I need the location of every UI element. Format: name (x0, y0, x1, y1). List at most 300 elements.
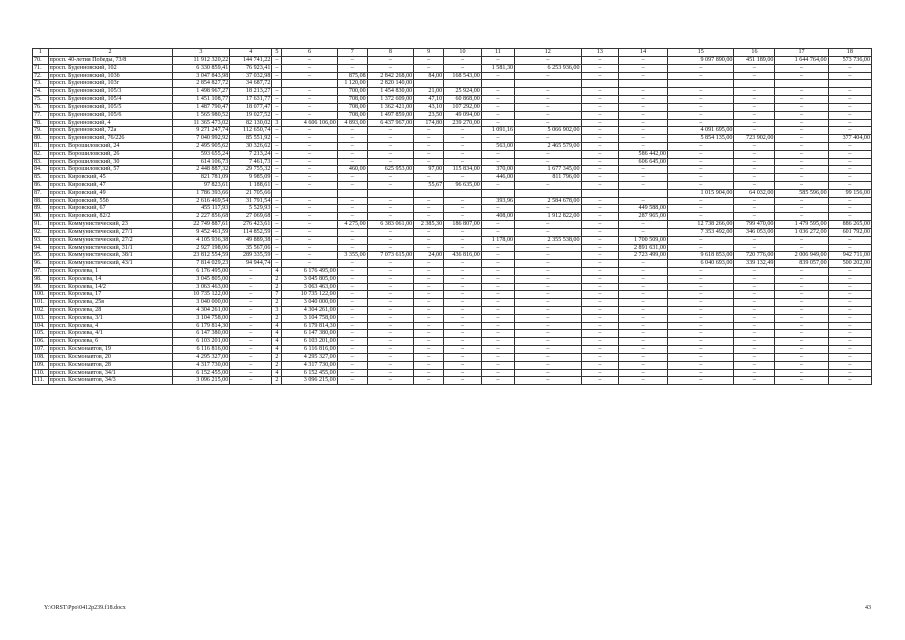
value-cell: – (444, 205, 482, 213)
row-index-cell: 80. (33, 135, 49, 143)
value-cell: 3 063 463,00 (172, 283, 230, 291)
value-cell: – (734, 291, 775, 299)
value-cell: 708,00 (337, 111, 367, 119)
value-cell: – (282, 174, 337, 182)
value-cell: 6 179 814,30 (172, 322, 230, 330)
value-cell: 7 213,24 (230, 150, 272, 158)
value-cell: 35 567,06 (230, 244, 272, 252)
value-cell: – (337, 135, 367, 143)
value-cell: – (444, 314, 482, 322)
value-cell: 1 372 609,00 (367, 96, 414, 104)
value-cell: 1 700 509,00 (619, 236, 668, 244)
value-cell: 2 820 140,00 (367, 80, 414, 88)
value-cell: 2 227 856,68 (172, 213, 230, 221)
value-cell: 24,00 (414, 252, 444, 260)
column-number: 12 (515, 49, 581, 57)
value-cell: – (272, 252, 282, 260)
value-cell: 1 015 904,00 (667, 189, 733, 197)
value-cell: – (619, 228, 668, 236)
row-index-cell: 83. (33, 158, 49, 166)
value-cell: – (515, 57, 581, 65)
value-cell: – (230, 307, 272, 315)
value-cell: – (414, 267, 444, 275)
value-cell: 3 096 215,00 (282, 377, 337, 385)
value-cell: – (775, 314, 828, 322)
value-cell: – (581, 330, 619, 338)
value-cell: – (619, 338, 668, 346)
value-cell: 451 189,00 (734, 57, 775, 65)
value-cell: – (581, 338, 619, 346)
value-cell: – (515, 135, 581, 143)
value-cell: 144 741,22 (230, 57, 272, 65)
value-cell: 4 (272, 322, 282, 330)
value-cell (775, 80, 828, 88)
value-cell (282, 80, 337, 88)
table-row (33, 346, 872, 354)
value-cell: 720 776,00 (734, 252, 775, 260)
value-cell: – (775, 346, 828, 354)
value-cell: 377 404,00 (828, 135, 871, 143)
value-cell: – (282, 103, 337, 111)
value-cell: – (481, 361, 514, 369)
value-cell: – (775, 96, 828, 104)
table-row (33, 150, 872, 158)
column-number: 14 (619, 49, 668, 57)
value-cell: 6 147 380,00 (282, 330, 337, 338)
value-cell: – (734, 330, 775, 338)
value-cell: 370,00 (481, 166, 514, 174)
value-cell: 3 045 805,00 (282, 275, 337, 283)
value-cell: – (337, 197, 367, 205)
value-cell: 4 304 261,00 (172, 307, 230, 315)
value-cell: – (667, 197, 733, 205)
value-cell: – (414, 275, 444, 283)
value-cell: – (337, 307, 367, 315)
value-cell: – (619, 119, 668, 127)
value-cell: 586 442,00 (619, 150, 668, 158)
address-cell: просп. Космонавтов, 28 (48, 361, 172, 369)
row-index-cell: 72. (33, 72, 49, 80)
value-cell (481, 80, 514, 88)
value-cell: – (282, 158, 337, 166)
value-cell: – (272, 111, 282, 119)
value-cell: – (272, 197, 282, 205)
value-cell: 239 270,00 (444, 119, 482, 127)
value-cell: 4 (272, 338, 282, 346)
value-cell: 811 796,00 (515, 174, 581, 182)
address-cell: просп. Королева, 4 (48, 322, 172, 330)
value-cell: – (230, 283, 272, 291)
value-cell: – (775, 72, 828, 80)
value-cell: – (775, 299, 828, 307)
value-cell: 4 (272, 369, 282, 377)
value-cell: – (775, 182, 828, 190)
value-cell: – (828, 361, 871, 369)
value-cell: – (775, 236, 828, 244)
value-cell: 9 452 461,59 (172, 228, 230, 236)
value-cell: – (581, 72, 619, 80)
column-number: 17 (775, 49, 828, 57)
column-number: 13 (581, 49, 619, 57)
value-cell: – (367, 150, 414, 158)
value-cell: – (444, 330, 482, 338)
value-cell: – (775, 307, 828, 315)
value-cell: – (775, 361, 828, 369)
value-cell: – (619, 166, 668, 174)
address-cell: просп. Коммунистический, 31/1 (48, 244, 172, 252)
value-cell: 2 448 887,32 (172, 166, 230, 174)
value-cell: 2 (272, 299, 282, 307)
value-cell: 4 893,00 (337, 119, 367, 127)
value-cell: 4 091 695,00 (667, 127, 733, 135)
value-cell: – (367, 244, 414, 252)
value-cell: 31 791,54 (230, 197, 272, 205)
value-cell: – (481, 377, 514, 385)
value-cell: – (444, 244, 482, 252)
value-cell: – (734, 119, 775, 127)
table-row (33, 103, 872, 111)
footer-page-number: 43 (865, 605, 871, 611)
value-cell (481, 189, 514, 197)
value-cell: – (414, 377, 444, 385)
value-cell: 21 705,66 (230, 189, 272, 197)
value-cell: 3 (272, 119, 282, 127)
row-index-cell: 94. (33, 244, 49, 252)
address-cell: просп. Космонавтов, 19 (48, 346, 172, 354)
row-index-cell: 99. (33, 283, 49, 291)
value-cell: 3 104 758,00 (172, 314, 230, 322)
value-cell: – (230, 267, 272, 275)
value-cell: 1 487 790,47 (172, 103, 230, 111)
value-cell: 1 362 421,00 (367, 103, 414, 111)
value-cell: – (272, 182, 282, 190)
value-cell: – (667, 64, 733, 72)
value-cell: – (828, 158, 871, 166)
value-cell: – (734, 236, 775, 244)
row-index-cell: 82. (33, 150, 49, 158)
value-cell: 115 834,00 (444, 166, 482, 174)
value-cell: – (481, 119, 514, 127)
value-cell: – (828, 369, 871, 377)
value-cell: – (282, 57, 337, 65)
value-cell: 821 781,09 (172, 174, 230, 182)
value-cell: 4 (272, 330, 282, 338)
value-cell: – (619, 96, 668, 104)
value-cell: – (337, 283, 367, 291)
value-cell: – (367, 377, 414, 385)
row-index-cell: 77. (33, 111, 49, 119)
value-cell: 1 786 393,66 (172, 189, 230, 197)
value-cell: – (667, 267, 733, 275)
value-cell: 6 176 495,00 (282, 267, 337, 275)
value-cell: – (282, 244, 337, 252)
value-cell: – (667, 338, 733, 346)
value-cell: – (515, 96, 581, 104)
value-cell: 875,08 (337, 72, 367, 80)
table-row (33, 166, 872, 174)
value-cell: – (667, 369, 733, 377)
value-cell: – (828, 283, 871, 291)
address-cell: просп. Космонавтов, 34/3 (48, 377, 172, 385)
value-cell: – (367, 228, 414, 236)
value-cell: – (734, 283, 775, 291)
value-cell: – (337, 64, 367, 72)
value-cell (272, 189, 282, 197)
value-cell: 6 116 816,00 (282, 346, 337, 354)
value-cell: – (734, 338, 775, 346)
value-cell: – (367, 127, 414, 135)
table-row (33, 252, 872, 260)
value-cell (619, 189, 668, 197)
value-cell: 49 889,38 (230, 236, 272, 244)
value-cell: – (734, 166, 775, 174)
value-cell: – (367, 291, 414, 299)
value-cell: – (481, 252, 514, 260)
table-row (33, 72, 872, 80)
value-cell: – (581, 322, 619, 330)
value-cell: 2 (272, 353, 282, 361)
value-cell: – (667, 322, 733, 330)
value-cell: – (444, 338, 482, 346)
value-cell: – (444, 267, 482, 275)
value-cell: 1 178,00 (481, 236, 514, 244)
value-cell: – (775, 127, 828, 135)
value-cell: – (367, 260, 414, 268)
value-cell: 6 176 495,00 (172, 267, 230, 275)
column-number: 5 (272, 49, 282, 57)
value-cell: 27 069,68 (230, 213, 272, 221)
value-cell: – (414, 244, 444, 252)
value-cell: – (667, 283, 733, 291)
value-cell: – (828, 142, 871, 150)
value-cell: – (337, 291, 367, 299)
value-cell: – (481, 291, 514, 299)
value-cell: – (515, 228, 581, 236)
value-cell: – (828, 119, 871, 127)
value-cell: – (619, 346, 668, 354)
value-cell: 112 650,74 (230, 127, 272, 135)
value-cell: 4 295 327,00 (282, 353, 337, 361)
value-cell: – (775, 158, 828, 166)
value-cell: – (282, 221, 337, 229)
value-cell: – (282, 182, 337, 190)
value-cell: 708,00 (337, 103, 367, 111)
value-cell: – (828, 166, 871, 174)
table-row (33, 338, 872, 346)
value-cell: – (828, 197, 871, 205)
value-cell: – (272, 57, 282, 65)
value-cell: – (619, 353, 668, 361)
value-cell: – (828, 275, 871, 283)
value-cell: 9 097 890,00 (667, 57, 733, 65)
value-cell: – (272, 96, 282, 104)
value-cell: – (337, 338, 367, 346)
value-cell (444, 80, 482, 88)
table-body (33, 57, 872, 385)
value-cell: 114 852,59 (230, 228, 272, 236)
value-cell: – (230, 322, 272, 330)
value-cell: 2 465 579,00 (515, 142, 581, 150)
value-cell: 1 454 830,00 (367, 88, 414, 96)
value-cell: 37 032,98 (230, 72, 272, 80)
value-cell: – (828, 174, 871, 182)
value-cell: – (444, 228, 482, 236)
row-index-cell: 98. (33, 275, 49, 283)
value-cell: – (775, 205, 828, 213)
value-cell: – (272, 64, 282, 72)
value-cell: 6 152 455,00 (172, 369, 230, 377)
value-cell: – (828, 377, 871, 385)
value-cell: 3 040 000,00 (282, 299, 337, 307)
value-cell (667, 80, 733, 88)
address-cell: просп. Космонавтов, 34/1 (48, 369, 172, 377)
value-cell: – (775, 174, 828, 182)
value-cell: – (581, 252, 619, 260)
value-cell: 12 738 266,00 (667, 221, 733, 229)
value-cell: – (337, 330, 367, 338)
value-cell: 601 792,00 (828, 228, 871, 236)
value-cell: – (230, 369, 272, 377)
value-cell: – (581, 213, 619, 221)
value-cell: 11 365 473,02 (172, 119, 230, 127)
column-number: 1 (33, 49, 49, 57)
value-cell: – (581, 275, 619, 283)
value-cell: 287 965,00 (619, 213, 668, 221)
value-cell: 1 498 967,27 (172, 88, 230, 96)
value-cell (734, 80, 775, 88)
value-cell: 3 104 758,00 (282, 314, 337, 322)
value-cell: – (337, 314, 367, 322)
value-cell: 2 (272, 377, 282, 385)
value-cell: – (414, 299, 444, 307)
row-index-cell: 87. (33, 189, 49, 197)
address-cell: просп. Коммунистический, 27/1 (48, 228, 172, 236)
value-cell: 625 953,00 (367, 166, 414, 174)
row-index-cell: 76. (33, 103, 49, 111)
value-cell: – (667, 275, 733, 283)
value-cell: 3 040 000,00 (172, 299, 230, 307)
value-cell: – (734, 127, 775, 135)
value-cell: – (481, 353, 514, 361)
value-cell: – (481, 260, 514, 268)
value-cell: 2 927 198,06 (172, 244, 230, 252)
value-cell: 1 036 272,00 (775, 228, 828, 236)
value-cell: 107 292,00 (444, 103, 482, 111)
value-cell: – (282, 197, 337, 205)
value-cell: 6 147 380,00 (172, 330, 230, 338)
value-cell: – (581, 377, 619, 385)
row-index-cell: 75. (33, 96, 49, 104)
value-cell: – (282, 72, 337, 80)
value-cell: 276 423,61 (230, 221, 272, 229)
value-cell: – (775, 275, 828, 283)
value-cell: 23 812 554,59 (172, 252, 230, 260)
table-row (33, 299, 872, 307)
value-cell: 3 096 215,00 (172, 377, 230, 385)
table-row (33, 267, 872, 275)
value-cell: – (337, 369, 367, 377)
value-cell: – (444, 283, 482, 291)
value-cell: 174,80 (414, 119, 444, 127)
value-cell: – (775, 244, 828, 252)
value-cell: – (230, 377, 272, 385)
value-cell: – (282, 166, 337, 174)
row-index-cell: 85. (33, 174, 49, 182)
value-cell: – (444, 322, 482, 330)
value-cell: – (282, 142, 337, 150)
value-cell: – (337, 267, 367, 275)
value-cell: 1 091,16 (481, 127, 514, 135)
value-cell: – (414, 135, 444, 143)
value-cell: – (667, 291, 733, 299)
value-cell: – (667, 174, 733, 182)
value-cell: – (581, 307, 619, 315)
value-cell: – (367, 369, 414, 377)
address-cell: просп. Коммунистический, 27/2 (48, 236, 172, 244)
value-cell: 1 497 859,00 (367, 111, 414, 119)
address-cell: просп. Королева, 28 (48, 307, 172, 315)
value-cell: – (337, 353, 367, 361)
value-cell: 29 755,32 (230, 166, 272, 174)
value-cell: 2 616 469,54 (172, 197, 230, 205)
value-cell: – (515, 267, 581, 275)
address-cell: просп. Буденновский, 105/3 (48, 88, 172, 96)
table-row (33, 236, 872, 244)
value-cell: 30 326,62 (230, 142, 272, 150)
row-index-cell: 96. (33, 260, 49, 268)
value-cell: – (444, 260, 482, 268)
value-cell (581, 189, 619, 197)
value-cell: – (775, 291, 828, 299)
value-cell (828, 80, 871, 88)
value-cell: – (667, 182, 733, 190)
data-table (32, 48, 872, 385)
value-cell (515, 80, 581, 88)
address-cell: просп. Буденновский, 103г (48, 80, 172, 88)
value-cell: – (515, 158, 581, 166)
value-cell: – (619, 221, 668, 229)
row-index-cell: 107. (33, 346, 49, 354)
value-cell: 7 814 029,23 (172, 260, 230, 268)
value-cell: 2 355 538,00 (515, 236, 581, 244)
value-cell: – (414, 353, 444, 361)
address-cell: просп. 40-летия Победы, 73/8 (48, 57, 172, 65)
value-cell: 6 116 816,00 (172, 346, 230, 354)
value-cell: – (619, 103, 668, 111)
value-cell: – (444, 299, 482, 307)
value-cell: – (444, 213, 482, 221)
value-cell: – (667, 213, 733, 221)
value-cell: – (272, 228, 282, 236)
value-cell: 2 891 631,00 (619, 244, 668, 252)
value-cell: – (282, 111, 337, 119)
row-index-cell: 84. (33, 166, 49, 174)
value-cell: 5 854 135,00 (667, 135, 733, 143)
value-cell: – (515, 361, 581, 369)
value-cell: 346 053,00 (734, 228, 775, 236)
value-cell: – (515, 103, 581, 111)
value-cell: – (481, 72, 514, 80)
value-cell: – (515, 150, 581, 158)
value-cell: 614 106,73 (172, 158, 230, 166)
value-cell: – (619, 260, 668, 268)
value-cell: – (337, 127, 367, 135)
value-cell: – (619, 369, 668, 377)
row-index-cell: 93. (33, 236, 49, 244)
value-cell: 2 584 678,00 (515, 197, 581, 205)
value-cell: – (481, 338, 514, 346)
value-cell: – (282, 64, 337, 72)
